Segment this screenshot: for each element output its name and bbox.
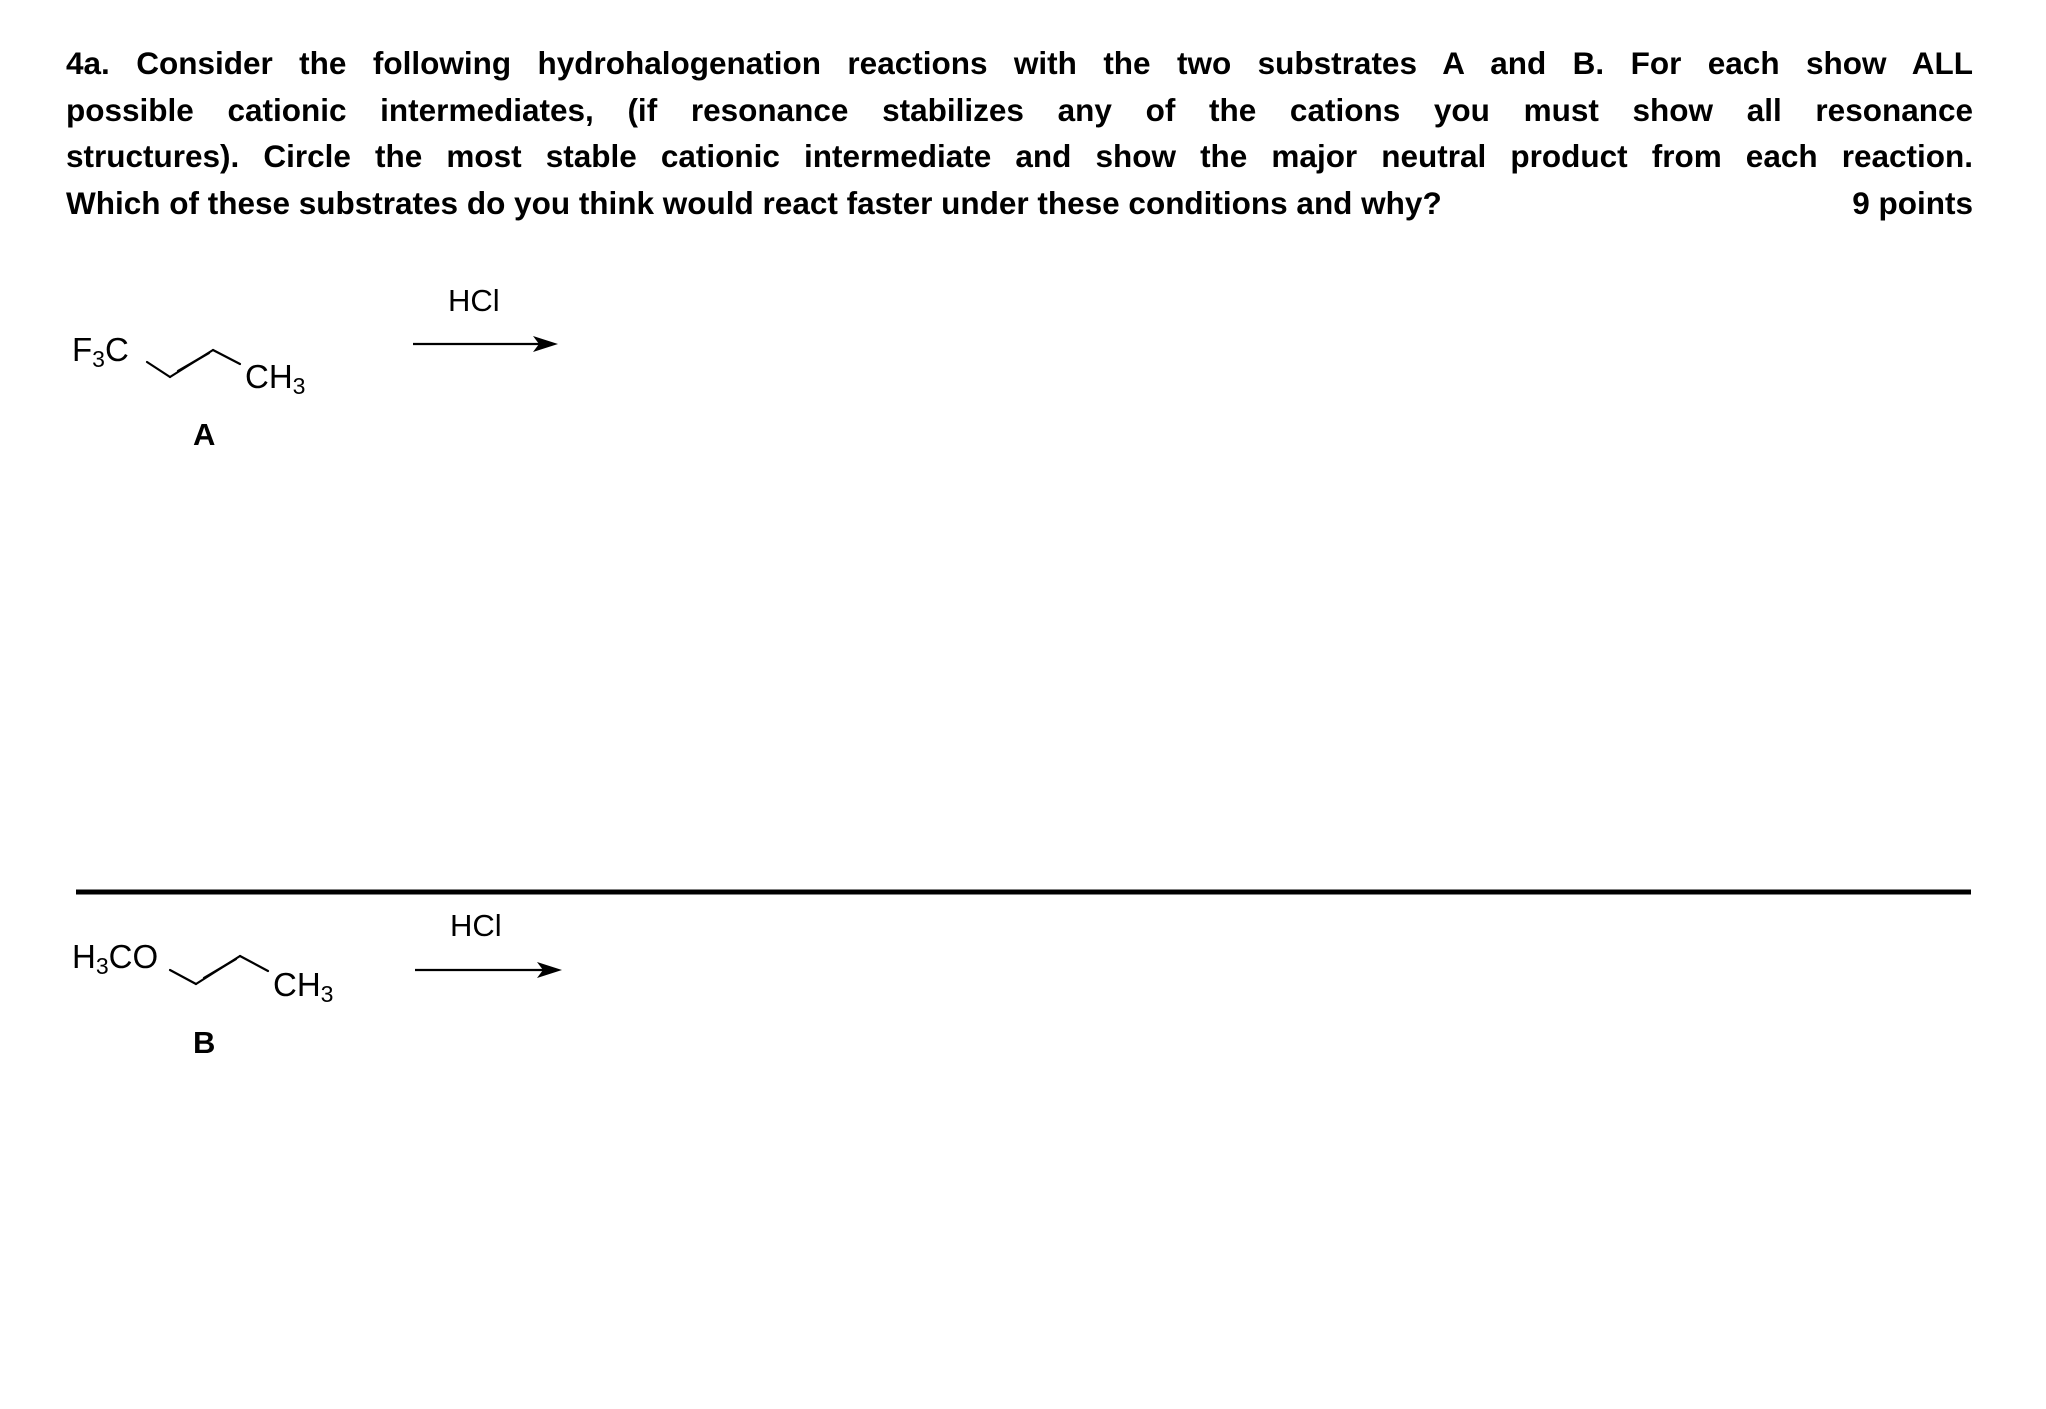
substrate-a-cf3-group xyxy=(72,331,129,372)
reaction-b-reagent: HCl xyxy=(450,908,502,943)
substrate-a-methyl-subscript: 3 xyxy=(292,373,306,399)
substrate-a-methyl-atoms: CH xyxy=(245,358,293,395)
reaction-b-arrow-head xyxy=(537,962,562,978)
question-line-3: structures). Circle the most stable cationic intermediate and show the major neutral product from each reaction. xyxy=(66,138,1973,174)
substrate-b-bond-3 xyxy=(240,956,268,971)
substrate-a-double-bond-outer xyxy=(170,350,213,377)
substrate-a-bond-3 xyxy=(213,350,240,364)
substrate-a-cf3-carbon: C xyxy=(104,331,129,368)
substrate-b-methoxy-hydrogen: H xyxy=(72,938,96,975)
substrate-a-label: A xyxy=(193,417,216,452)
substrate-b-methoxy-co: CO xyxy=(108,938,159,975)
substrate-b-methyl-group xyxy=(273,966,334,1007)
substrate-a-bond-1 xyxy=(147,362,170,377)
question-line-4 xyxy=(66,180,1973,227)
question-line-1: 4a. Consider the following hydrohalogenation reactions with the two substrates A and B. For each show ALL xyxy=(66,45,1973,81)
substrate-b-bond-1 xyxy=(170,970,196,984)
substrate-b-methoxy-subscript: 3 xyxy=(95,953,109,979)
reaction-a-arrow-head xyxy=(533,336,558,352)
substrate-a-methyl-group xyxy=(245,358,306,399)
question-line-4-text: Which of these substrates do you think would react faster under these conditions and why? xyxy=(66,184,1442,221)
substrate-b-methyl-subscript: 3 xyxy=(320,981,334,1007)
reaction-b-arrow xyxy=(415,962,562,978)
substrate-a-double-bond-inner xyxy=(178,353,209,371)
substrate-b-bonds xyxy=(170,956,268,984)
substrate-a-bonds xyxy=(147,350,240,377)
substrate-b-double-bond-inner xyxy=(204,959,236,978)
substrate-a-cf3-subscript: 3 xyxy=(92,346,105,372)
reaction-a-arrow xyxy=(413,336,558,352)
substrate-b-double-bond-outer xyxy=(196,956,240,984)
substrate-b-methyl-atoms: CH xyxy=(273,966,321,1003)
substrate-b-methoxy-group xyxy=(72,938,159,979)
reaction-a-reagent: HCl xyxy=(448,283,500,318)
points-label: 9 points xyxy=(1852,184,1973,221)
substrate-a-cf3-atom: F xyxy=(72,331,93,368)
question-text xyxy=(66,40,1973,226)
substrate-b-label: B xyxy=(193,1025,216,1060)
question-line-2: possible cationic intermediates, (if resonance stabilizes any of the cations you must show all resonance xyxy=(66,91,1973,128)
